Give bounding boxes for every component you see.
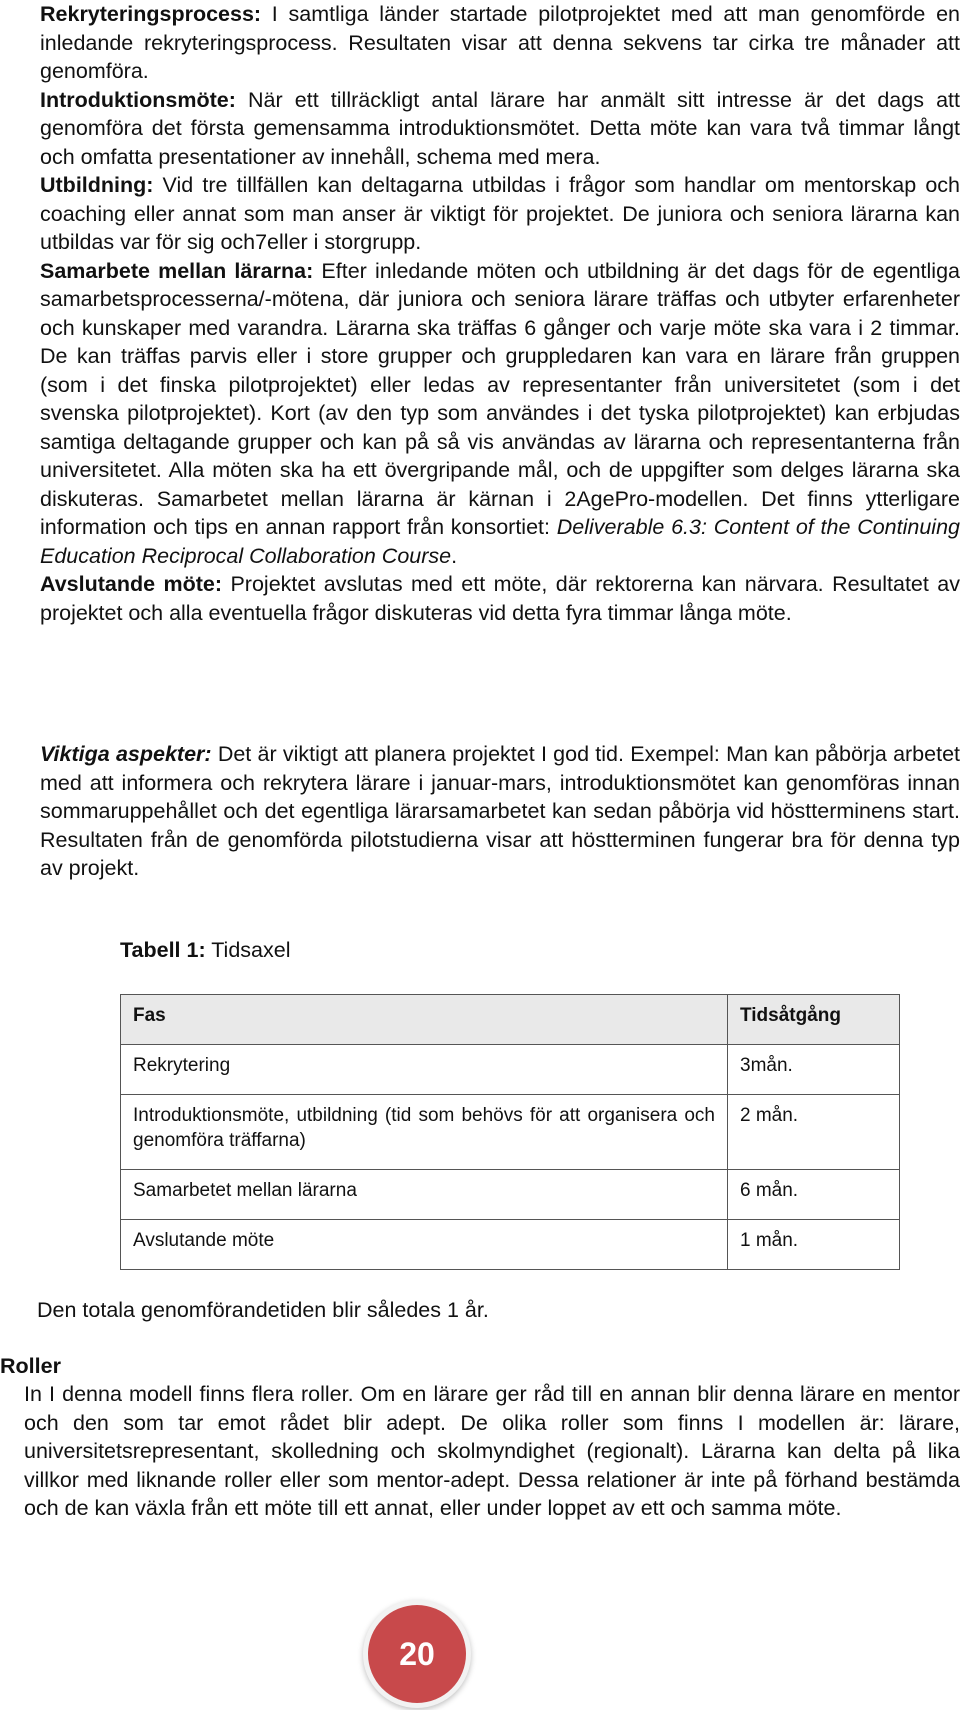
viktiga-label: Viktiga aspekter: bbox=[40, 742, 212, 766]
page-number: 20 bbox=[368, 1605, 466, 1703]
table-cell-tid: 6 mån. bbox=[728, 1170, 900, 1220]
roller-text: In I denna modell finns flera roller. Om en lärare ger råd till en annan blir denna lärare en mentor och den som tar emot rådet blir adept. De olika roller som finns I modellen är: lärare, universitetsrepresentant, skolledning och skolmyndighet (regionalt). Lärarna kan delta på lika villkor med liknande roller eller som mentor-adept. Dessa relationer är inte på förhand bestämda och de kan växla från ett möte till ett annat, eller under loppet av ett och samma möte. bbox=[24, 1382, 960, 1520]
table-cell-fas: Avslutande möte bbox=[121, 1220, 728, 1270]
samarbete-label: Samarbete mellan lärarna: bbox=[40, 258, 314, 283]
intro-label: Introduktionsmöte: bbox=[40, 87, 236, 112]
table-cell-tid: 3mån. bbox=[728, 1045, 900, 1095]
utbildning-text: Vid tre tillfällen kan deltagarna utbildas i frågor som handlar om mentorskap och coaching eller annat som man anser är viktigt för projektet. De juniora och seniora lärarna kan utbildas var för sig och7eller i storgrupp. bbox=[40, 173, 960, 254]
table-row bbox=[121, 1170, 900, 1220]
rekrytering-paragraph bbox=[40, 0, 960, 86]
utbildning-label: Utbildning: bbox=[40, 173, 154, 197]
table-cell-fas: Introduktionsmöte, utbildning (tid som behövs för att organisera och genomföra träffarna) bbox=[121, 1095, 728, 1170]
roller-heading: Roller bbox=[0, 1354, 61, 1378]
rekrytering-label: Rekryteringsprocess: bbox=[40, 2, 262, 26]
process-description bbox=[40, 0, 960, 627]
rekrytering-text: I samtliga länder startade pilotprojektet med att man genomförde en inledande rekryteringsprocess. Resultaten visar att denna sekvens tar cirka tre månader att genomföra. bbox=[40, 2, 960, 83]
table-cell-tid: 1 mån. bbox=[728, 1220, 900, 1270]
header-fas: Fas bbox=[121, 995, 728, 1045]
table-header-row bbox=[121, 995, 900, 1045]
avslutande-text: Projektet avslutas med ett möte, där rektorerna kan närvara. Resultatet av projektet och alla eventuella frågor diskuteras vid detta fyra timmar långa möte. bbox=[40, 572, 960, 625]
table-row bbox=[121, 1045, 900, 1095]
table-row bbox=[121, 1095, 900, 1170]
viktiga-text: Det är viktigt att planera projektet I god tid. Exempel: Man kan påbörja arbetet med att informera och rekrytera lärare i januar-mars, introduktionsmötet kan genomföras innan sommaruppehållet och det egentliga lärarsamarbetet kan sedan påbörja vid höstterminens start. Resultaten från de genomförda pilotstudierna visar att höstterminen fungerar bra för denna typ av projekt. bbox=[40, 742, 960, 880]
table-cell-fas: Rekrytering bbox=[121, 1045, 728, 1095]
page-number-badge bbox=[363, 1600, 471, 1708]
samarbete-text: Efter inledande möten och utbildning är det dags för de egentliga samarbetsprocesserna/-mötena, där juniora och seniora lärare träffas och utbyter erfarenheter och kunskaper med varandra. Lärarna ska träffas 6 gånger och varje möte ska vara i 2 timmar. De kan träffas parvis eller i store grupper och gruppledaren kan vara en lärare från gruppen (som i det finska pilotprojektet) eller ledas av representanter från universitetet (som i det svenska pilotprojektet). Kort (av den typ som användes i det tyska pilotprojektet) kan erbjudas samtiga deltagande grupper och kan på så vis användas av lärarna och representanterna från universitetet. Alla möten ska ha ett övergripande mål, och de uppgifter som delges lärarna ska diskuteras. Samarbetet mellan lärarna är kärnan i 2AgePro-modellen. Det finns ytterligare information och tips en annan rapport från konsortiet: bbox=[40, 258, 960, 539]
intro-text: När ett tillräckligt antal lärare har anmält sitt intresse är det dags att genomföra det första gemensamma introduktionsmötet. Detta möte kan vara två timmar långt och omfatta presentationer av innehåll, schema med mera. bbox=[40, 87, 960, 169]
samarbete-paragraph bbox=[40, 257, 960, 571]
intro-paragraph bbox=[40, 86, 960, 172]
avslutande-label: Avslutande möte: bbox=[40, 572, 223, 596]
total-time-text: Den totala genomförandetiden blir således 1 år. bbox=[37, 1298, 489, 1322]
utbildning-paragraph bbox=[40, 171, 960, 257]
table-caption-text: Tidsaxel bbox=[205, 938, 291, 962]
deliverable-title: Deliverable 6.3: Content of the Continuing Education Reciprocal Collaboration Course bbox=[40, 515, 960, 568]
table-caption bbox=[120, 936, 290, 965]
table-cell-tid: 2 mån. bbox=[728, 1095, 900, 1170]
table-caption-label: Tabell 1: bbox=[120, 938, 206, 962]
table-row bbox=[121, 1220, 900, 1270]
timeline-table bbox=[120, 994, 900, 1270]
viktiga-paragraph bbox=[40, 740, 960, 883]
samarbete-end: . bbox=[451, 543, 458, 568]
header-tidsatgang: Tidsåtgång bbox=[728, 995, 900, 1045]
table-cell-fas: Samarbetet mellan lärarna bbox=[121, 1170, 728, 1220]
avslutande-paragraph bbox=[40, 570, 960, 627]
